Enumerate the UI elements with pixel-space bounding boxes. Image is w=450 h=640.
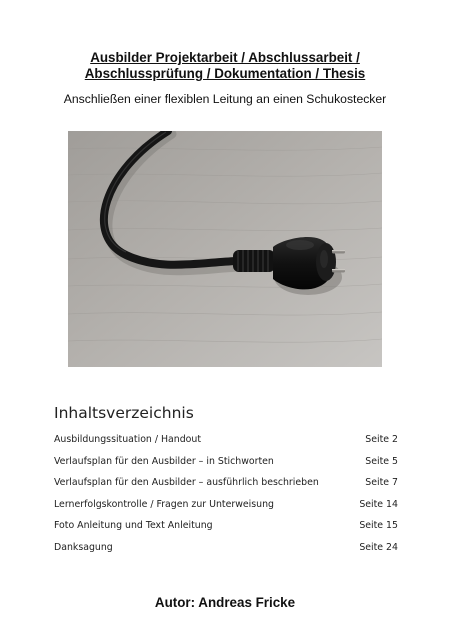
author-line: Autor: Andreas Fricke — [154, 595, 296, 610]
toc-entry — [54, 542, 398, 563]
toc-list — [54, 434, 398, 563]
toc-entry — [54, 456, 398, 477]
toc-entry — [54, 477, 398, 498]
toc-heading: Inhaltsverzeichnis — [54, 404, 194, 422]
strain-relief — [233, 250, 275, 272]
title-line-1: Ausbilder Projektarbeit / Abschlussarbeit / — [90, 50, 360, 65]
toc-entry-page: Seite 2 — [365, 434, 398, 445]
cover-photo — [68, 131, 382, 367]
toc-entry-page: Seite 14 — [359, 498, 398, 510]
toc-entry-label: Verlaufsplan für den Ausbilder – in Stichworten — [54, 455, 274, 467]
toc-entry-page: Seite 7 — [365, 477, 398, 488]
toc-entry — [54, 499, 398, 520]
toc-entry-label: Foto Anleitung und Text Anleitung — [54, 520, 213, 531]
document-subtitle: Anschließen einer flexiblen Leitung an einen Schukostecker — [63, 92, 387, 106]
title-line-2: Abschlussprüfung / Dokumentation / Thesis — [84, 66, 366, 81]
toc-entry-page: Seite 24 — [359, 541, 398, 553]
toc-entry-label: Verlaufsplan für den Ausbilder – ausführlich beschrieben — [54, 477, 319, 488]
toc-entry — [54, 520, 398, 541]
plug-cable-illustration — [68, 131, 382, 367]
toc-entry-label: Ausbildungssituation / Handout — [54, 434, 202, 445]
document-title — [0, 50, 450, 82]
toc-entry-page: Seite 15 — [359, 520, 398, 531]
toc-entry-page: Seite 5 — [365, 455, 398, 467]
toc-entry-label: Danksagung — [54, 541, 113, 553]
toc-entry-label: Lernerfolgskontrolle / Fragen zur Unterweisung — [54, 498, 274, 510]
toc-entry — [54, 434, 398, 455]
